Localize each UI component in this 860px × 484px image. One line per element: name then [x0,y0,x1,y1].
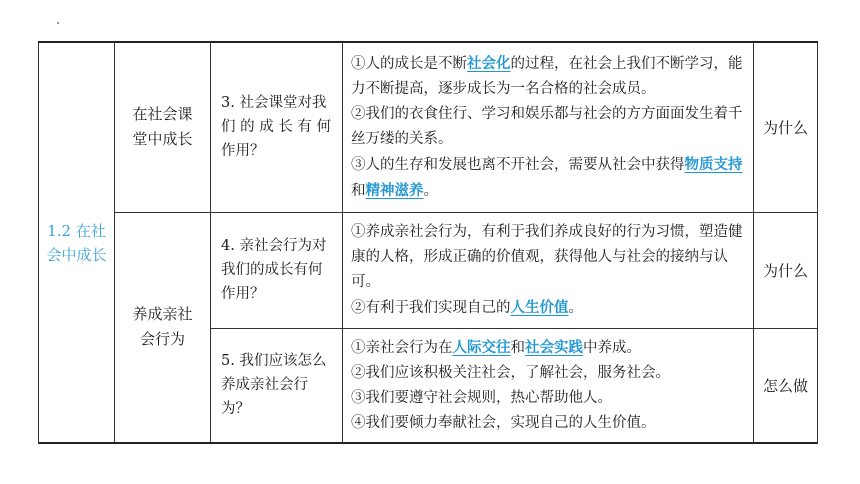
answer-point: ①人的成长是不断社会化的过程，在社会上我们不断学习，能力不断提高，逐步成长为一名合格的社会成员。 [351,54,743,97]
question-type-cell: 怎么做 [754,328,818,443]
knowledge-outline-table [38,41,818,444]
question-cell [211,42,343,212]
answer-cell [343,212,754,328]
answer-cell [343,328,754,443]
answer-point: ③我们要遵守社会规则，热心帮助他人。 [351,389,612,406]
keyword: 精神滋养 [365,181,424,199]
answer-point: ②有利于我们实现自己的人生价值。 [351,298,583,316]
question-cell [211,328,343,443]
question-line1: 5. 我们应该怎么 [221,353,327,370]
answer-point: ④我们要倾力奉献社会，实现自己的人生价值。 [351,414,656,431]
question-line2: 们 的 成 长 有 何 [221,119,332,136]
answer-point: ②我们的衣食住行、学习和娱乐都与社会的方方面面发生着千丝万缕的关系。 [351,105,743,147]
keyword: 社会实践 [525,338,583,356]
keyword: 人际交往 [452,338,511,356]
subsection-cell [115,212,211,443]
subsection-title-line2: 堂中成长 [132,130,193,149]
question-type-cell: 为什么 [754,212,818,328]
question-line2: 我们的成长有何 [221,262,323,278]
answer-point: ①亲社会行为在人际交往和社会实践中养成。 [351,338,641,356]
subsection-title-line2: 会行为 [139,330,185,349]
answer-cell [343,42,754,212]
answer-point: ②我们应该积极关注社会，了解社会，服务社会。 [351,364,670,381]
keyword: 物质支持 [684,155,743,173]
question-line2: 养成亲社会行为？ [221,377,308,418]
keyword: 人生价值 [510,298,569,316]
section-title-line1: 1.2 在社 [47,221,106,240]
subsection-title-line1: 养成亲社 [132,305,193,324]
section-cell [39,42,115,443]
corner-dot [57,22,59,24]
question-cell [211,212,343,328]
question-line3: 作用？ [221,143,265,160]
question-type-cell: 为什么 [754,42,818,212]
answer-point: ③人的生存和发展也离不开社会，需要从社会中获得物质支持和精神滋养。 [351,155,743,199]
question-line1: 3. 社会课堂对我 [221,95,327,112]
question-line3: 作用？ [221,286,265,302]
table-row [39,212,818,328]
subsection-title-line1: 在社会课 [132,105,193,124]
question-line1: 4. 亲社会行为对 [221,238,327,254]
section-title-line2: 会中成长 [46,245,107,264]
subsection-cell [115,42,211,212]
table-row [39,42,818,212]
keyword: 社会化 [467,54,511,72]
answer-point: ①养成亲社会行为，有利于我们养成良好的行为习惯，塑造健康的人格，形成正确的价值观，获得他人与社会的接纳与认可。 [351,223,743,290]
